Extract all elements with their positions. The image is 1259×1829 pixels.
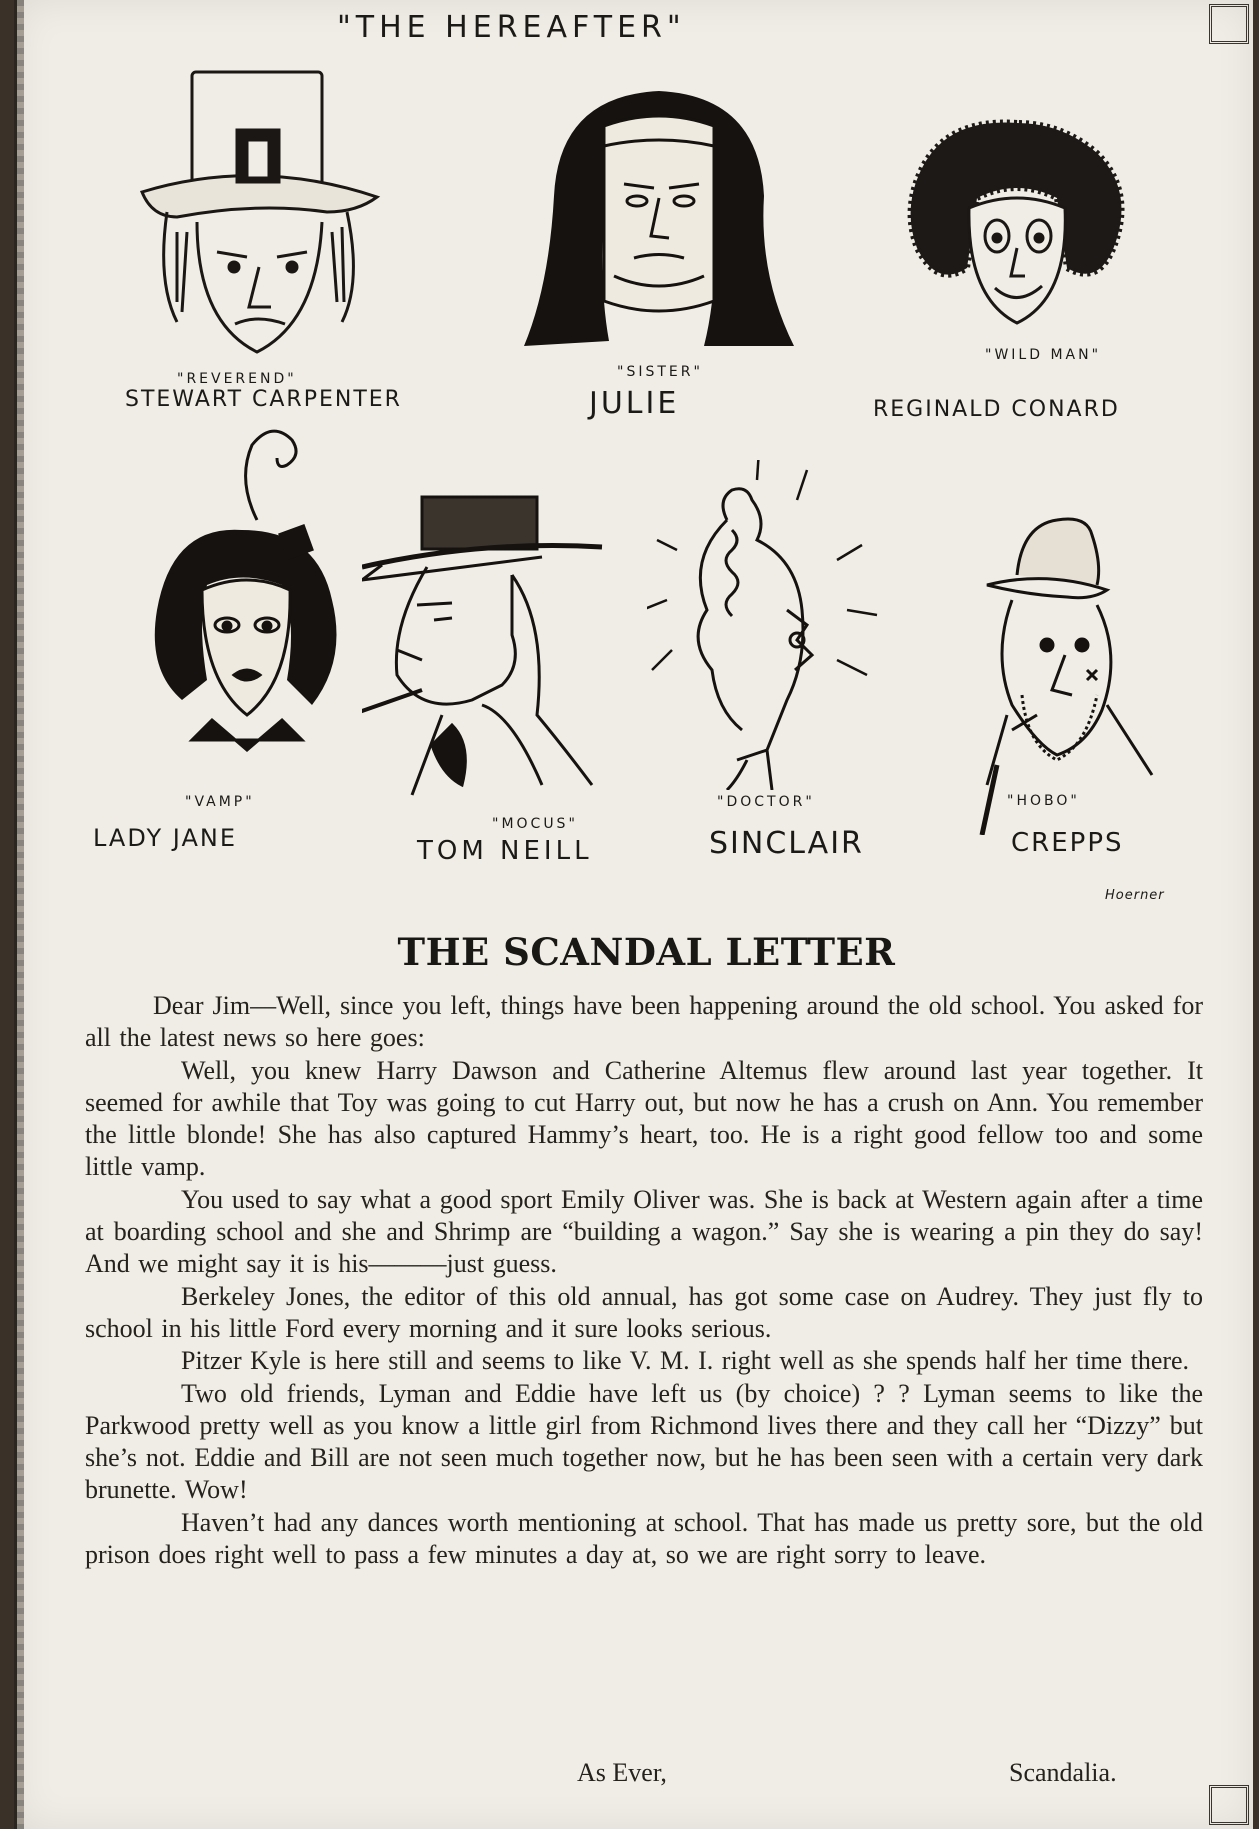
article-body [85, 990, 1203, 1571]
article-title: THE SCANDAL LETTER [397, 930, 896, 974]
caricature-reverend-carpenter [137, 62, 417, 372]
article-paragraph: Two old friends, Lyman and Eddie have left us (by choice) ? ? Lyman seems to like the Parkwood pretty well as you know a little girl from Richmond lives there and they call her “Dizzy” but she’s not. Eddie and Bill are not seen much together now, but he has been seen with a certain very dark brunette. Wow! [85, 1378, 1203, 1505]
letter-signoff: Scandalia. [1009, 1758, 1117, 1787]
caricature-name: TOM NEILL [417, 836, 593, 866]
caricature-name: JULIE [589, 386, 680, 421]
caricature-nickname: "SISTER" [617, 364, 703, 380]
yearbook-page [14, 0, 1253, 1829]
caricature-nickname: "HOBO" [1007, 793, 1080, 809]
caricature-mocus-tom-neill [362, 485, 632, 805]
caricature-name: STEWART CARPENTER [125, 387, 402, 412]
caricature-name: SINCLAIR [709, 826, 864, 861]
corner-ornament [1209, 4, 1249, 44]
caricature-name: CREPPS [1011, 828, 1124, 858]
caricature-name: REGINALD CONARD [873, 397, 1120, 422]
caricature-nickname: "MOCUS" [492, 816, 578, 832]
article-paragraph: Pitzer Kyle is here still and seems to like V. M. I. right well as she spends half her time there. [181, 1346, 1190, 1376]
caricature-vamp-lady-jane [142, 420, 352, 790]
caricature-nickname: "VAMP" [185, 794, 255, 810]
caricature-name: LADY JANE [93, 824, 237, 852]
caricature-nickname: "DOCTOR" [717, 794, 815, 810]
caricature-sister-julie [519, 86, 799, 356]
article-paragraph: Dear Jim—Well, since you left, things have been happening around the old school. You asked for all the latest news so here goes: [85, 991, 1203, 1053]
caricature-doctor-sinclair [647, 460, 907, 790]
header-title: "THE HEREAFTER" [337, 10, 686, 45]
caricature-nickname: "WILD MAN" [985, 347, 1102, 363]
article-paragraph: Haven’t had any dances worth mentioning at school. That has made us pretty sore, but the old prison does right well to pass a few minutes a day at, so we are right sorry to leave. [85, 1507, 1203, 1570]
artist-signature: Hoerner [1105, 888, 1165, 903]
article-paragraph: Well, you knew Harry Dawson and Catherine Altemus flew around last year together. It seemed for awhile that Toy was going to cut Harry out, but now he has a crush on Ann. You remember the little blonde! She has also captured Hammy’s heart, too. He is a right good fellow too and some little vamp. [85, 1055, 1203, 1182]
caricature-hobo-crepps [977, 515, 1167, 835]
article-paragraph: Berkeley Jones, the editor of this old annual, has got some case on Audrey. They just fly to school in his little Ford every morning and it sure looks serious. [85, 1281, 1203, 1343]
caricature-nickname: "REVEREND" [177, 371, 297, 387]
letter-closing: As Ever, [577, 1758, 667, 1787]
caricature-wild-man-conard [897, 118, 1137, 338]
article-paragraph: You used to say what a good sport Emily Oliver was. She is back at Western again after a time at boarding school and she and Shrimp are “building a wagon.” Say she is wearing a pin they do say! And we might say it is his———just guess. [85, 1184, 1203, 1279]
corner-ornament [1209, 1785, 1249, 1825]
